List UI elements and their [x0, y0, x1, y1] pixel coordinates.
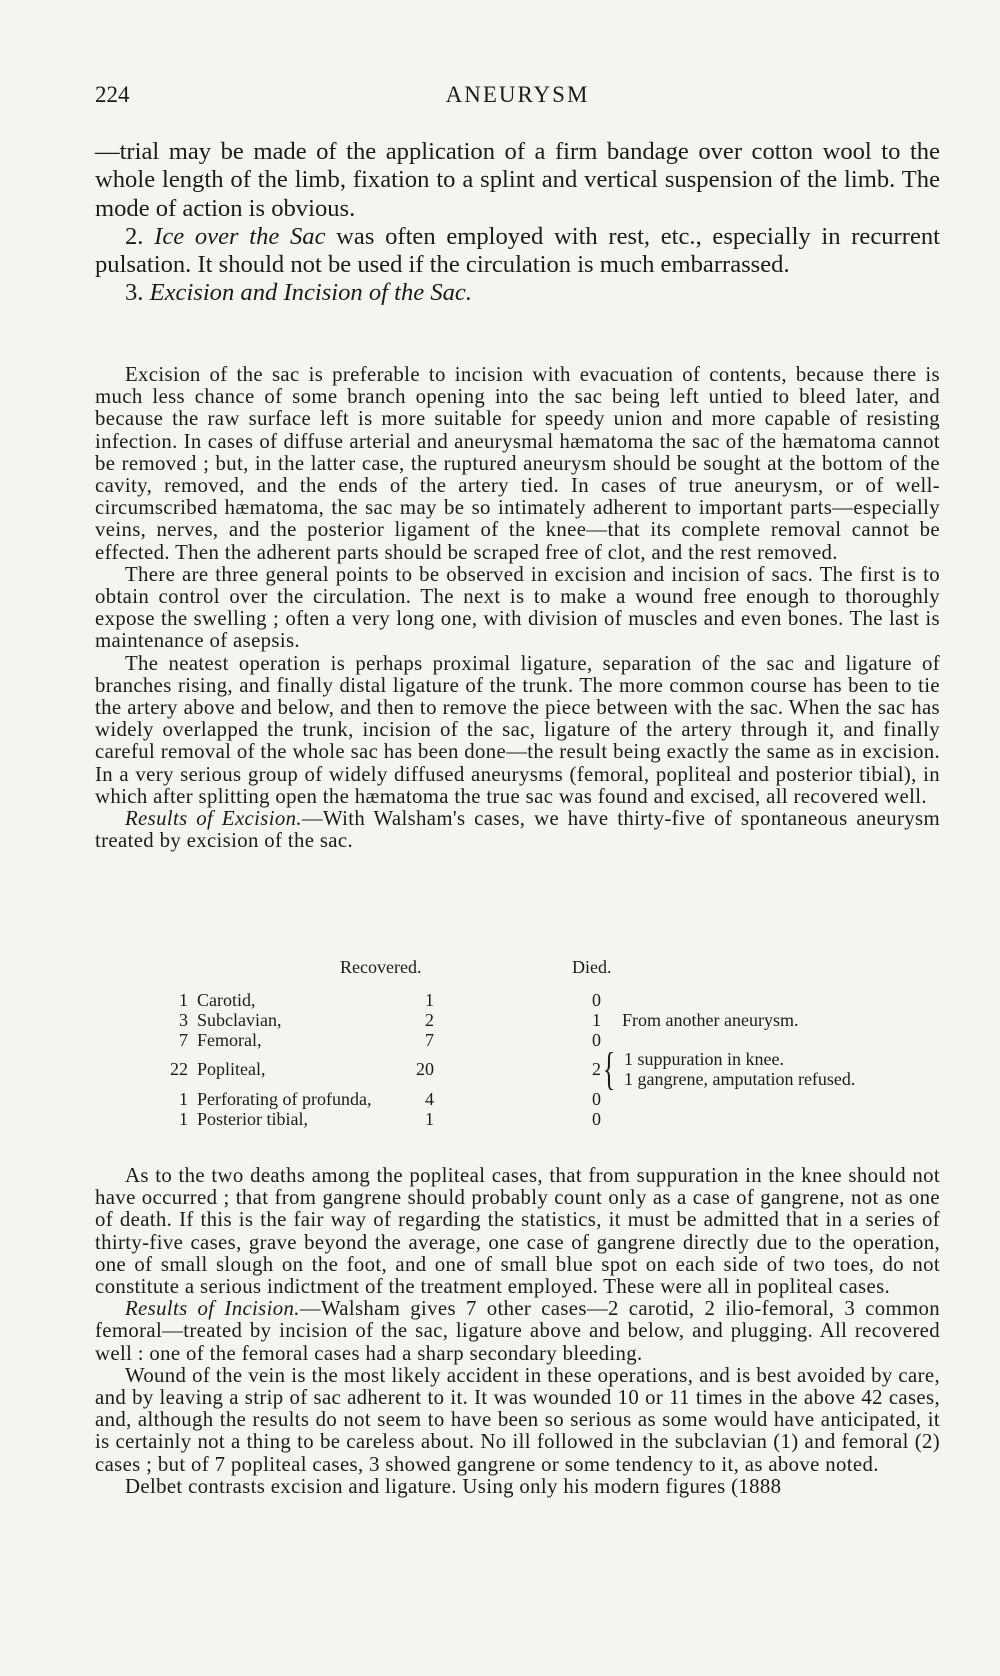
table-cell-died: 2 [592, 1059, 601, 1079]
running-header [95, 82, 940, 116]
results-table [172, 957, 932, 1132]
table-cell-site: Perforating of profunda, [197, 1089, 372, 1109]
brace-glyph: { [603, 1043, 616, 1094]
item-title: Ice over the Sac [154, 222, 326, 250]
paragraph [95, 223, 940, 280]
table-cell-site: Subclavian, [197, 1010, 282, 1030]
table-cell-died: 1 [592, 1010, 601, 1030]
paragraph: —trial may be made of the application of a firm bandage over cotton wool to the whole length of the limb, fixation to a splint and vertical suspension of the limb. The mode of action is obvious. [95, 138, 940, 222]
table-cell-recovered: 7 [425, 1030, 434, 1050]
item-text: was often employed with rest, etc., especially in recurrent pulsation. It should not be used if the circulation is much embarrassed. [95, 222, 940, 279]
table-cell-died: 0 [592, 1030, 601, 1050]
table-cell-site: Carotid, [197, 990, 256, 1010]
table-cell-recovered: 4 [425, 1089, 434, 1109]
paragraph: Excision of the sac is preferable to incision with evacuation of contents, because there is much less chance of some branch opening into the sac being left untied to bleed later, and because the raw surface left is more suitable for speedy union and more capable of resisting infection. In cases of diffuse arterial and aneurysmal hæmatoma the sac of the hæmatoma cannot be removed ; but, in the latter case, the ruptured aneurysm should be sought at the bottom of the cavity, removed, and the ends of the artery tied. In cases of true aneurysm, or of well-circumscribed hæmatoma, the sac may be so intimately adherent to important parts—especially veins, nerves, and the posterior ligament of the knee—that its complete removal cannot be effected. Then the adherent parts should be scraped free of clot, and the rest removed. [95, 363, 940, 564]
table-cell-recovered: 1 [425, 1109, 434, 1129]
table-cell-recovered: 2 [425, 1010, 434, 1030]
table-cell-count: 7 [179, 1030, 188, 1050]
paragraph-text: —With Walsham's cases, we have thirty-five of spontaneous aneurysm treated by excision of the sac. [95, 807, 940, 853]
table-cell-note: 1 suppuration in knee. [624, 1049, 784, 1069]
table-cell-count: 1 [179, 1109, 188, 1129]
table-cell-site: Femoral, [197, 1030, 262, 1050]
table-cell-note: 1 gangrene, amputation refused. [624, 1069, 856, 1089]
running-title: ANEURYSM [445, 82, 590, 107]
paragraph: Wound of the vein is the most likely accident in these operations, and is best avoided by care, and by leaving a strip of sac adherent to it. It was wounded 10 or 11 times in the above 42 cases, and, although the results do not seem to have been so serious as some would have anticipated, it is certainly not a thing to be careless about. No ill followed in the subclavian (1) and femoral (2) cases ; but of 7 popliteal cases, 3 showed gangrene or some tendency to it, as above noted. [95, 1363, 940, 1476]
paragraph: Delbet contrasts excision and ligature. Using only his modern figures (1888 [125, 1474, 782, 1498]
table-cell-site: Popliteal, [197, 1059, 266, 1079]
table-cell-died: 0 [592, 1109, 601, 1129]
table-cell-count: 1 [179, 990, 188, 1010]
paragraph: There are three general points to be observed in excision and incision of sacs. The first is to obtain control over the circulation. The next is to make a wound free enough to thoroughly expose the swelling ; often a very long one, with division of muscles and even bones. The last is maintenance of asepsis. [95, 562, 940, 653]
paragraph [95, 808, 940, 852]
item-number: 3. [125, 279, 150, 307]
small-print-section-2 [95, 1165, 940, 1498]
paragraph [95, 279, 940, 307]
intro-section [95, 138, 940, 308]
paragraph [95, 1298, 940, 1365]
page-number: 224 [95, 82, 130, 107]
table-cell-count: 1 [179, 1089, 188, 1109]
table-cell-count: 22 [170, 1059, 188, 1079]
section-title: Excision and Incision of the Sac. [149, 279, 472, 307]
item-number: 2. [125, 222, 155, 250]
run-in-title: Results of Excision. [125, 807, 302, 831]
paragraph-text: —Walsham gives 7 other cases—2 carotid, 2 ilio-femoral, 3 common femoral—treated by incision of the sac, ligature above and below, and plugging. All recovered well : one of the femoral cases had a sharp secondary bleeding. [95, 1297, 940, 1365]
table-cell-site: Posterior tibial, [197, 1109, 308, 1129]
column-header-recovered: Recovered. [340, 957, 422, 977]
paragraph: As to the two deaths among the popliteal cases, that from suppuration in the knee should not have occurred ; that from gangrene should probably count only as a case of gangrene, not as one of death. If this is the fair way of regarding the statistics, it must be admitted that in a series of thirty-five cases, grave beyond the average, one case of gangrene directly due to the operation, one of small slough on the foot, and one of small blue spot on each side of two toes, do not constitute a serious indictment of the treatment employed. These were all in popliteal cases. [95, 1164, 940, 1299]
table-cell-died: 0 [592, 1089, 601, 1109]
table-cell-count: 3 [179, 1010, 188, 1030]
small-print-section-1 [95, 364, 940, 852]
column-header-died: Died. [572, 957, 612, 977]
paragraph: The neatest operation is perhaps proximal ligature, separation of the sac and ligature of branches rising, and finally distal ligature of the trunk. The more common course has been to tie the artery above and below, and then to remove the piece between with the sac. When the sac has widely overlapped the trunk, incision of the sac, ligature of the artery through it, and finally careful removal of the whole sac has been done—the result being exactly the same as in excision. In a very serious group of widely diffused aneurysms (femoral, popliteal and posterior tibial), in which after splitting open the hæmatoma the true sac was found and excised, all recovered well. [95, 651, 940, 808]
table-cell-recovered: 1 [425, 990, 434, 1010]
table-cell-recovered: 20 [416, 1059, 434, 1079]
table-cell-note: From another aneurysm. [622, 1010, 799, 1030]
run-in-title: Results of Incision. [125, 1297, 300, 1321]
table-cell-died: 0 [592, 990, 601, 1010]
